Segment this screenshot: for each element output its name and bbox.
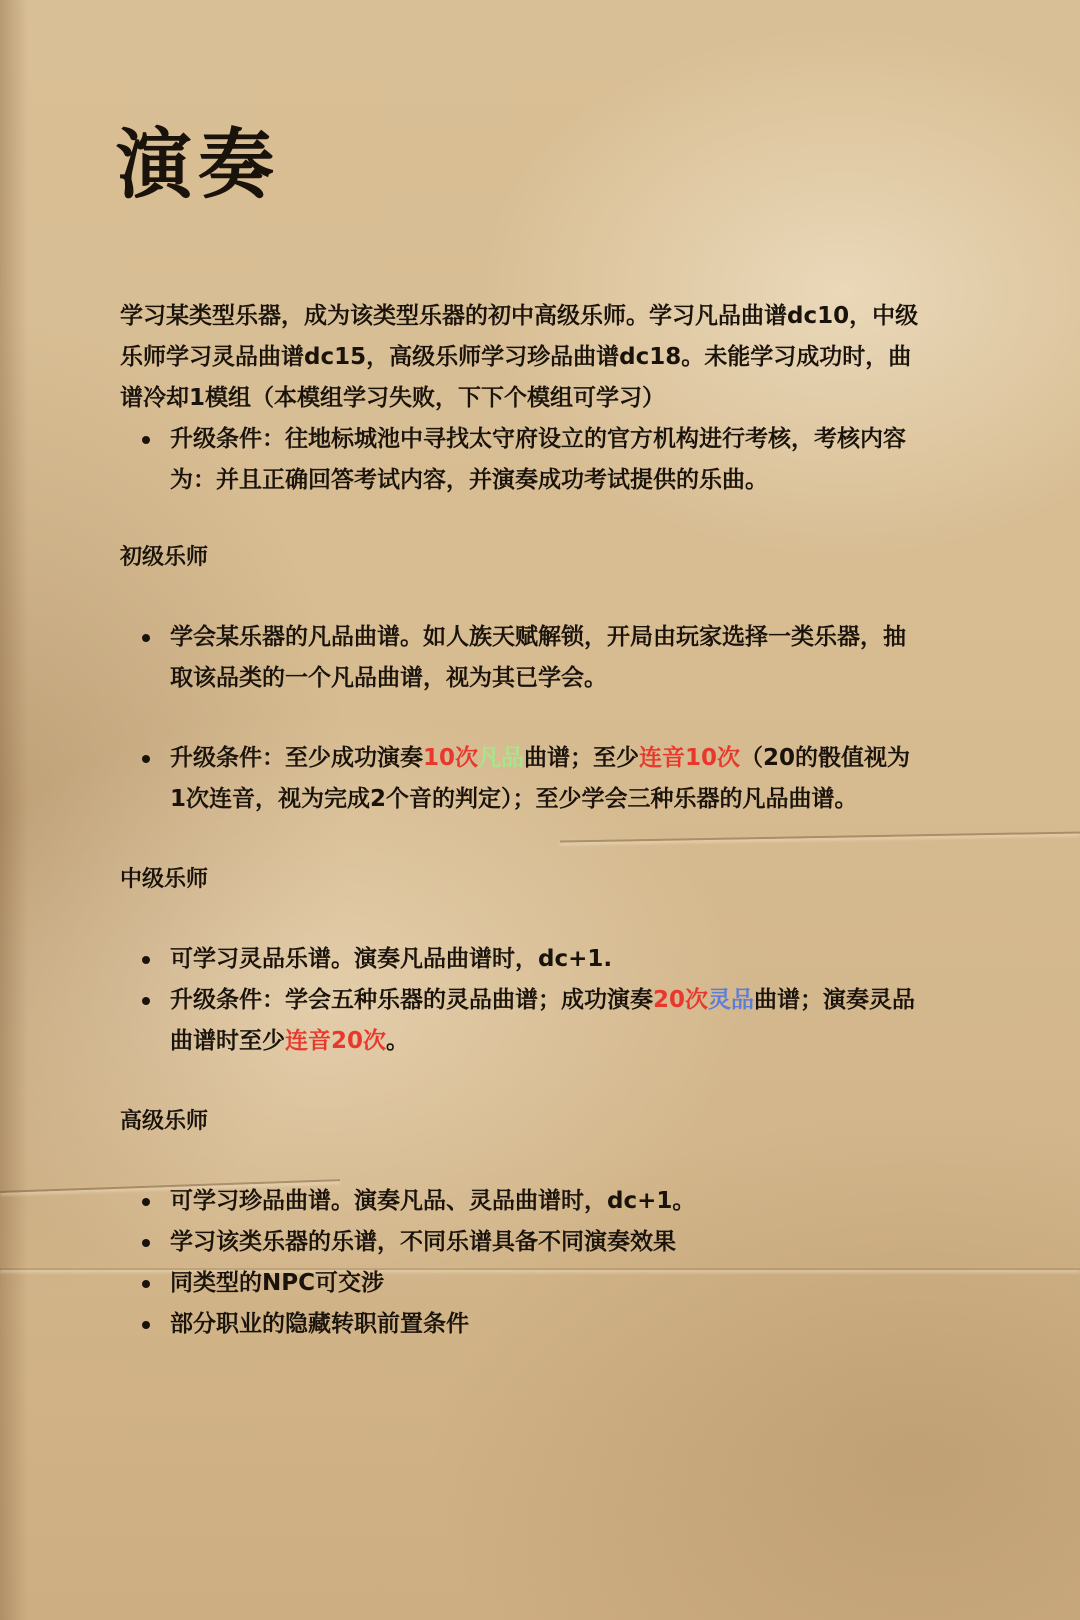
list-item: 升级条件：往地标城池中寻找太守府设立的官方机构进行考核，考核内容为：并且正确回答考试内容，并演奏成功考试提供的乐曲。	[120, 419, 920, 501]
highlight-grade: 灵品	[708, 987, 755, 1013]
highlight-streak: 连音10次	[639, 745, 741, 771]
page-title: 演奏	[116, 120, 280, 209]
list-item	[120, 980, 920, 1062]
intro-paragraph: 学习某类型乐器，成为该类型乐器的初中高级乐师。学习凡品曲谱dc10，中级乐师学习灵品曲谱dc15，高级乐师学习珍品曲谱dc18。未能学习成功时，曲谱冷却1模组（本模组学习失败，下下个模组可学习）	[120, 303, 919, 411]
text-segment: 曲谱；至少	[524, 745, 640, 771]
list-item: 学习该类乐器的乐谱，不同乐谱具备不同演奏效果	[120, 1222, 920, 1263]
intro-bullet-list	[120, 419, 920, 501]
list-item: 可学习珍品曲谱。演奏凡品、灵品曲谱时，dc+1。	[120, 1181, 920, 1222]
document-body	[116, 120, 920, 1345]
section-heading-middle: 中级乐师	[120, 867, 209, 892]
list-item: 同类型的NPC可交涉	[120, 1263, 920, 1304]
text-segment: 曲谱；演奏灵品曲谱时至少	[170, 987, 916, 1054]
list-item: 学会某乐器的凡品曲谱。如人族天赋解锁，开局由玩家选择一类乐器，抽取该品类的一个凡品曲谱，视为其已学会。	[120, 617, 920, 699]
list-item: 可学习灵品乐谱。演奏凡品曲谱时，dc+1.	[120, 939, 920, 980]
paper-left-edge	[0, 0, 28, 1620]
senior-bullet-list	[120, 1181, 920, 1345]
section-heading-junior: 初级乐师	[120, 545, 209, 570]
highlight-grade: 凡品	[478, 745, 525, 771]
highlight-streak: 连音20次	[285, 1028, 387, 1054]
list-item: 部分职业的隐藏转职前置条件	[120, 1304, 920, 1345]
highlight-count: 20次	[653, 987, 709, 1013]
text-segment: （20的骰值视为1次连音，视为完成2个音的判定）；至少学会三种乐器的凡品曲谱。	[170, 745, 911, 812]
junior-bullet-list	[120, 617, 920, 820]
text-segment: 升级条件：学会五种乐器的灵品曲谱；成功演奏	[170, 987, 653, 1013]
middle-bullet-list	[120, 939, 920, 1062]
section-heading-senior: 高级乐师	[120, 1109, 209, 1134]
text-segment: 升级条件：至少成功演奏	[170, 745, 423, 771]
list-item	[120, 738, 920, 820]
text-segment: 。	[386, 1028, 410, 1054]
highlight-count: 10次	[423, 745, 479, 771]
